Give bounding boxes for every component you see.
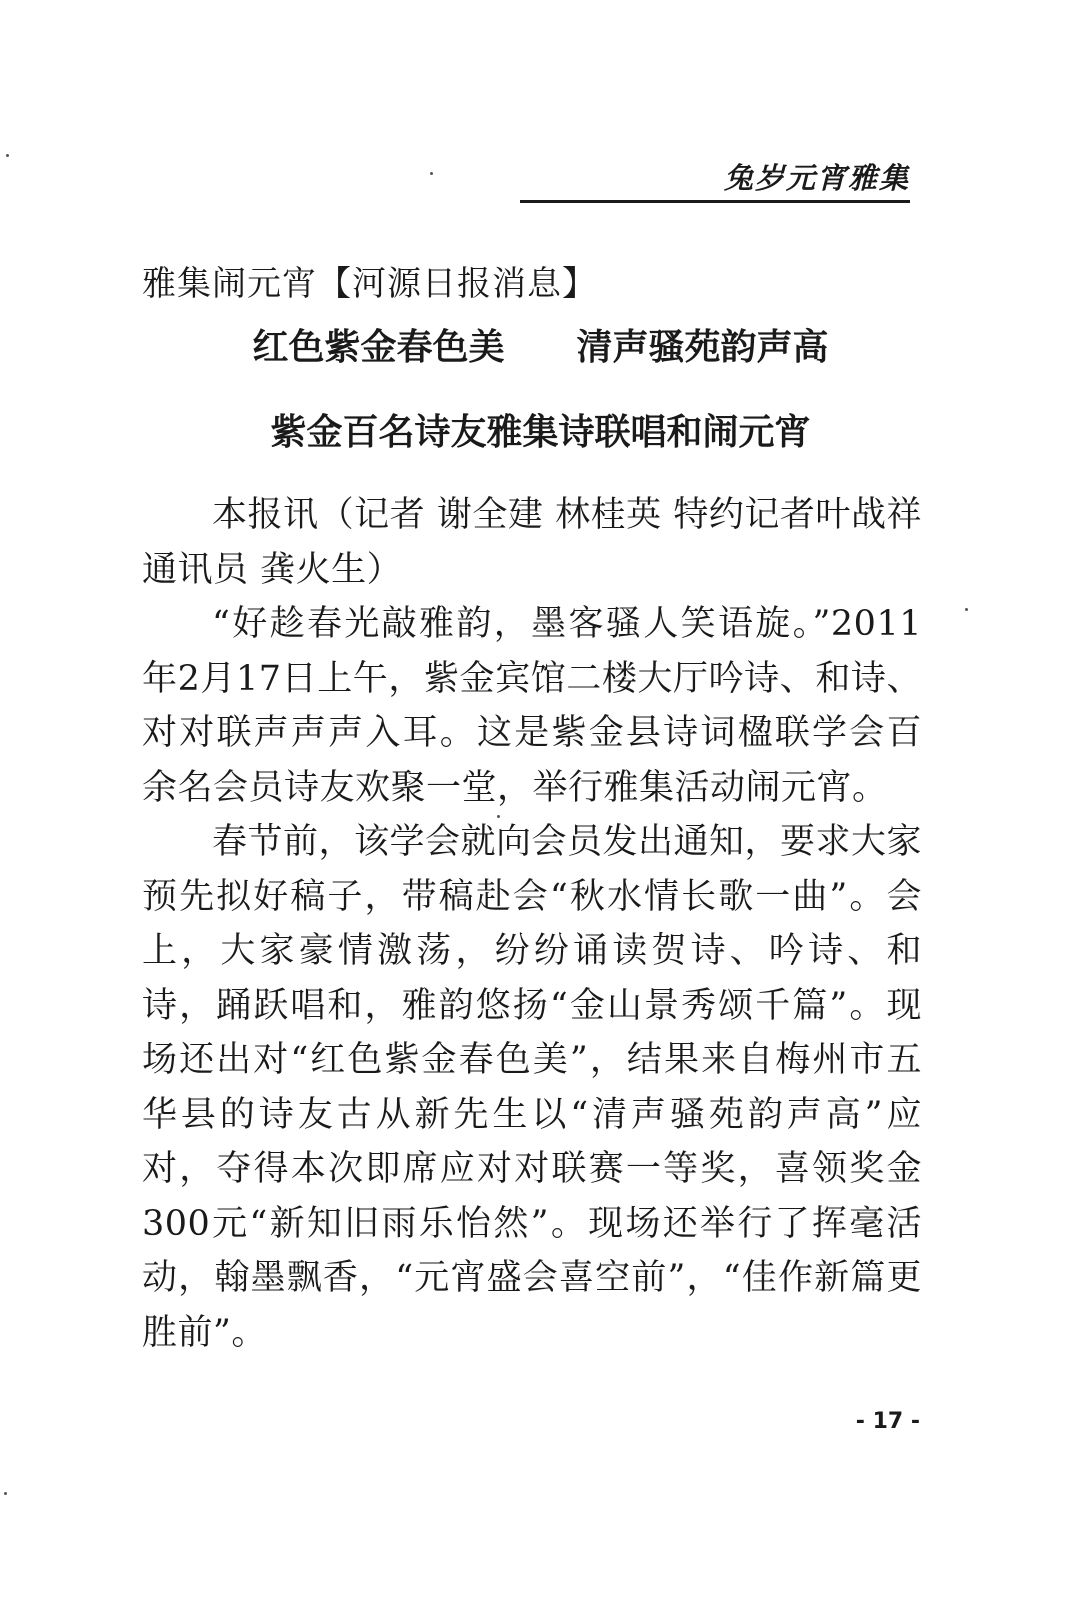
scan-speck <box>6 154 9 157</box>
running-header-title: 兔岁元宵雅集 <box>723 161 910 195</box>
scan-speck <box>497 815 500 818</box>
headline-secondary: 紫金百名诗友雅集诗联唱和闹元宵 <box>270 412 811 453</box>
header-rule <box>520 200 910 203</box>
section-tag: 雅集闹元宵【河源日报消息】 <box>142 264 597 304</box>
scan-speck <box>965 608 968 611</box>
article-body <box>142 488 922 1360</box>
headline-primary: 红色紫金春色美 清声骚苑韵声高 <box>252 327 829 368</box>
scan-speck <box>430 172 433 175</box>
paragraph-details: 春节前，该学会就向会员发出通知，要求大家预先拟好稿子，带稿赴会“秋水情长歌一曲”。会上，大家豪情激荡，纷纷诵读贺诗、吟诗、和诗，踊跃唱和，雅韵悠扬“金山景秀颂千篇”。现场还出对“红色紫金春色美”，结果来自梅州市五华县的诗友古从新先生以“清声骚苑韵声高”应对，夺得本次即席应对对联赛一等奖，喜领奖金300元“新知旧雨乐怡然”。现场还举行了挥毫活动，翰墨飘香，“元宵盛会喜空前”，“佳作新篇更胜前”。 <box>142 822 923 1353</box>
page-number: - 17 - <box>855 1409 920 1434</box>
paragraph-byline: 本报讯（记者 谢全建 林桂英 特约记者叶战祥 通讯员 龚火生） <box>142 495 922 590</box>
scan-speck <box>4 1492 7 1495</box>
paragraph-event: “好趁春光敲雅韵，墨客骚人笑语旋。”2011年2月17日上午，紫金宾馆二楼大厅吟诗、和诗、对对联声声声入耳。这是紫金县诗词楹联学会百余名会员诗友欢聚一堂，举行雅集活动闹元宵。 <box>142 604 922 808</box>
